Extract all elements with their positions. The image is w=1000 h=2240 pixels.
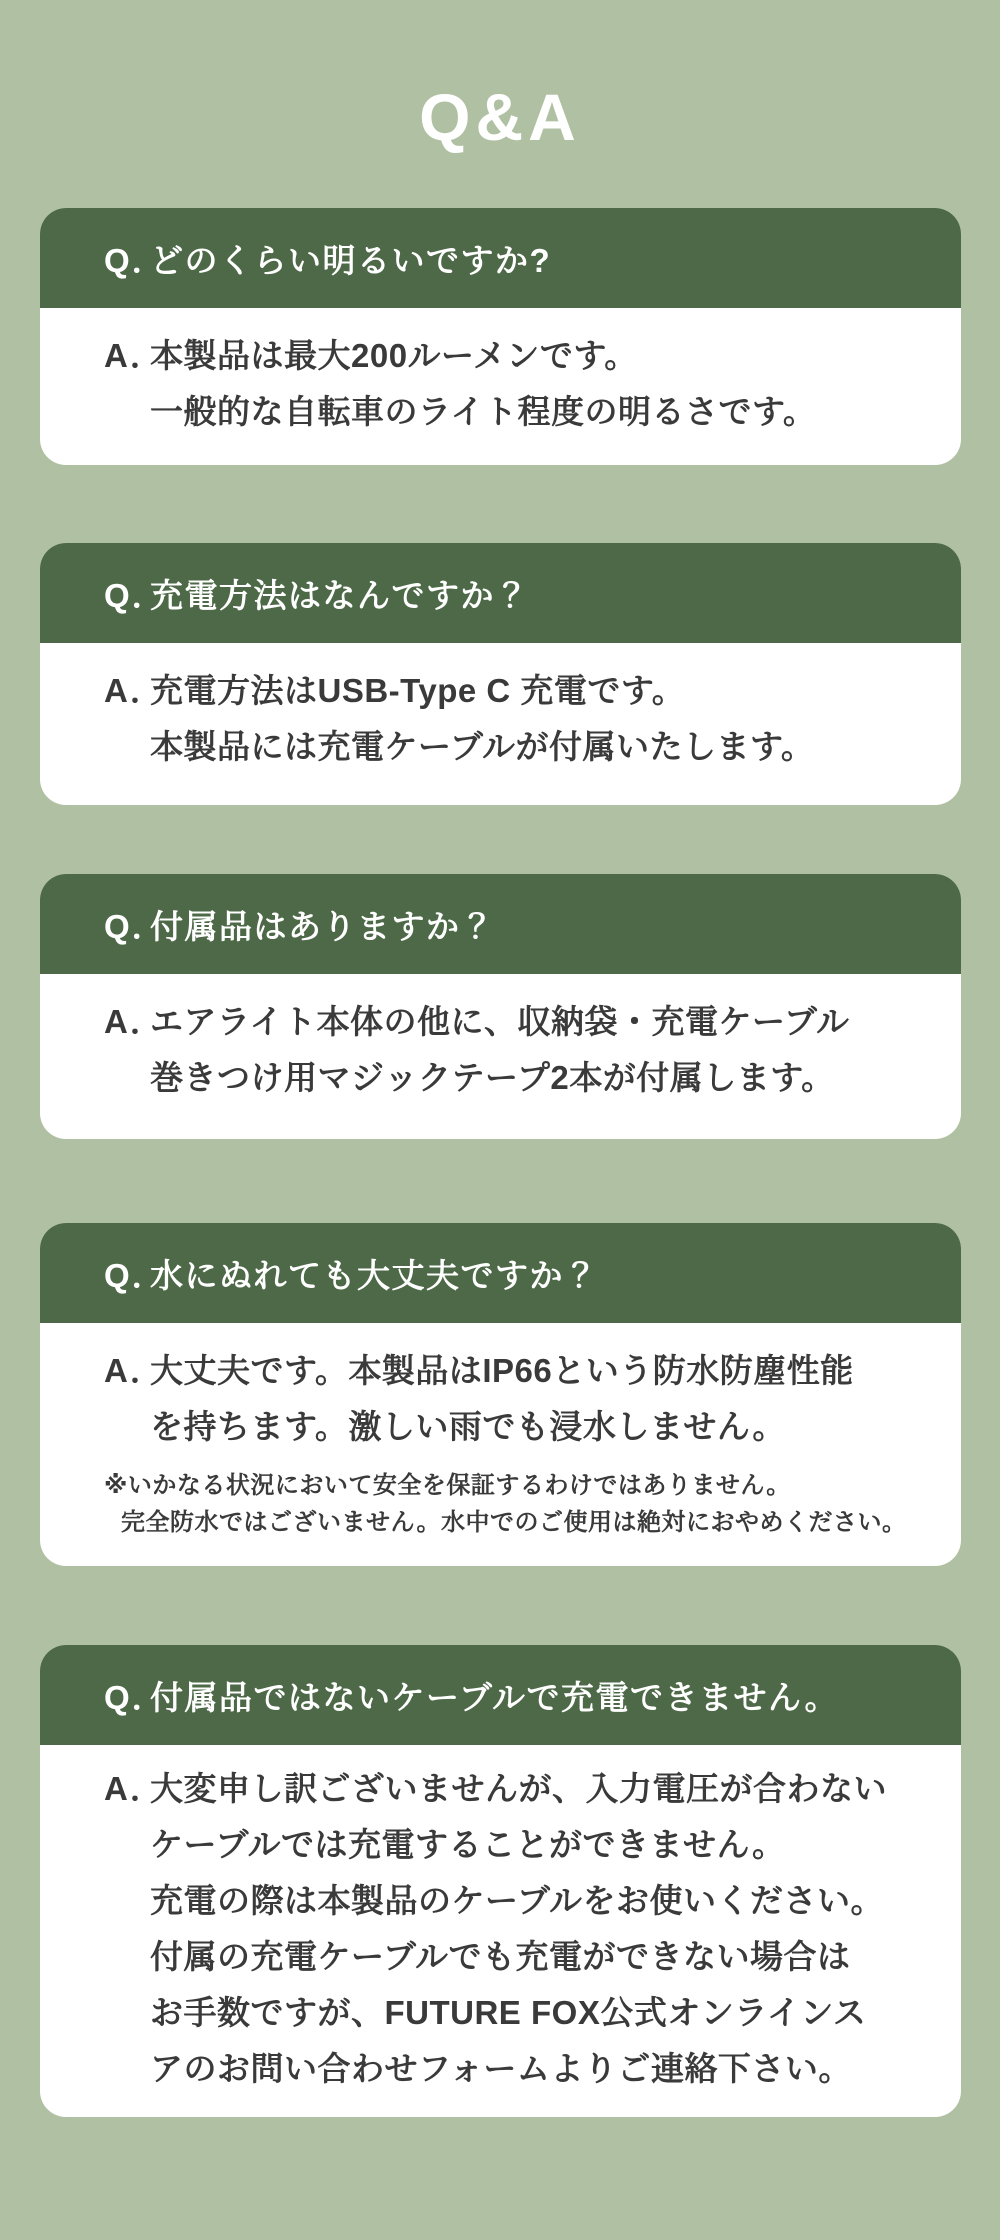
answer-lines	[150, 1343, 921, 1455]
question-text: 付属品はありますか？	[150, 907, 495, 945]
answer-line: エアライト本体の他に、収納袋・充電ケーブル	[150, 1003, 850, 1040]
answer-lines	[150, 663, 921, 775]
answer-line: 充電の際は本製品のケーブルをお使いください。	[150, 1882, 885, 1919]
answer-line: 巻きつけ用マジックテープ2本が付属します。	[150, 1059, 835, 1096]
answer-prefix-label: A．	[104, 1003, 165, 1040]
faq-list	[0, 208, 1000, 2117]
faq-card	[40, 543, 961, 805]
answer-prefix-label: A．	[104, 1352, 165, 1389]
answer-line: お手数ですが、FUTURE FOX公式オンラインス	[150, 1994, 867, 2031]
answer-line: を持ちます。激しい雨でも浸水しません。	[150, 1408, 786, 1445]
answer-line: 一般的な自転車のライト程度の明るさです。	[150, 393, 817, 430]
answer-block	[104, 994, 921, 1106]
question-header	[40, 874, 961, 974]
page-title: Q&A	[419, 80, 581, 154]
faq-card	[40, 1645, 961, 2117]
question-header	[40, 543, 961, 643]
answer-line: 大丈夫です。本製品はIP66という防水防塵性能	[150, 1352, 854, 1389]
answer-lines	[150, 994, 921, 1106]
faq-card	[40, 1223, 961, 1566]
question-text: 付属品ではないケーブルで充電できません。	[150, 1678, 840, 1716]
question-header	[40, 1223, 961, 1323]
answer-prefix-label: A．	[104, 337, 165, 374]
answer-body	[40, 974, 961, 1139]
question-prefix-label: Q．	[104, 576, 167, 614]
answer-line: アのお問い合わせフォームよりご連絡下さい。	[150, 2050, 852, 2087]
answer-body	[40, 1745, 961, 2117]
faq-card	[40, 874, 961, 1139]
answer-line: 本製品は最大200ルーメンです。	[150, 337, 638, 374]
question-header	[40, 208, 961, 308]
question-prefix-label: Q．	[104, 1256, 167, 1294]
question-prefix-label: Q．	[104, 907, 167, 945]
note-line: 完全防水ではございません。水中でのご使用は絶対におやめください。	[121, 1509, 907, 1536]
question-prefix-label: Q．	[104, 241, 167, 279]
answer-body	[40, 308, 961, 465]
note-line: ※いかなる状況において安全を保証するわけではありません。	[104, 1472, 791, 1499]
answer-body	[40, 643, 961, 805]
answer-line: ケーブルでは充電することができません。	[150, 1826, 786, 1863]
question-text: 充電方法はなんですか？	[150, 576, 530, 614]
answer-note	[104, 1467, 921, 1541]
question-header	[40, 1645, 961, 1745]
answer-block	[104, 663, 921, 775]
answer-block	[104, 1761, 921, 2097]
answer-lines	[150, 328, 921, 440]
question-text: どのくらい明るいですか?	[150, 241, 552, 279]
answer-line: 付属の充電ケーブルでも充電ができない場合は	[150, 1938, 851, 1975]
answer-body	[40, 1323, 961, 1566]
faq-card	[40, 208, 961, 465]
answer-lines	[150, 1761, 921, 2097]
question-prefix-label: Q．	[104, 1678, 167, 1716]
answer-block	[104, 1343, 921, 1455]
answer-prefix-label: A．	[104, 672, 165, 709]
answer-prefix-label: A．	[104, 1770, 165, 1807]
answer-line: 本製品には充電ケーブルが付属いたします。	[150, 728, 815, 765]
answer-block	[104, 328, 921, 440]
question-text: 水にぬれても大丈夫ですか？	[150, 1256, 599, 1294]
answer-line: 充電方法はUSB-Type C 充電です。	[150, 672, 686, 709]
answer-line: 大変申し訳ございませんが、入力電圧が合わない	[150, 1770, 887, 1807]
